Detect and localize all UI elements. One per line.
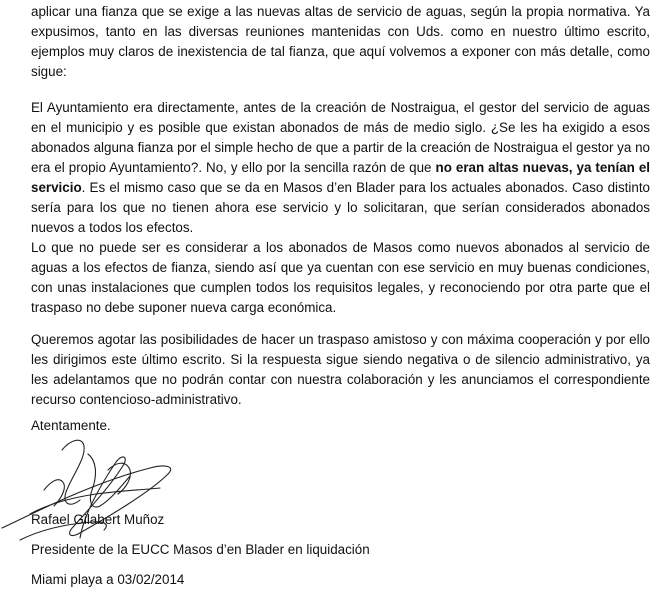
signer-name: Rafael Gilabert Muñoz bbox=[31, 512, 165, 527]
place-and-date: Miami playa a 03/02/2014 bbox=[31, 572, 185, 587]
paragraph-ayuntamiento-text-after: . Es el mismo caso que se da en Masos d’en Blader para los actuales abonados. Caso distinto sería para los que no tienen ahora ese servicio y lo solicitaran, que serían considerados abonados nuevos a todos los efectos. bbox=[31, 180, 650, 235]
paragraph-ayuntamiento-emphasis: no eran altas nuevas, ya tenían el servicio bbox=[31, 160, 650, 195]
paragraph-fianza-intro: aplicar una fianza que se exige a las nuevas altas de servicio de aguas, según la propia normativa. Ya expusimos, tanto en las diversas reuniones mantenidas con Uds. como en nuestro último escrito, ejemplos muy claros de inexistencia de tal fianza, que aquí volvemos a exponer con más detalle, como sigue: bbox=[31, 4, 650, 79]
paragraph-ayuntamiento-text-before: El Ayuntamiento era directamente, antes de la creación de Nostraigua, el gestor del servicio de aguas en el municipio y es posible que existan abonados de más de medio siglo. ¿Se les ha exigido a esos abonados alguna fianza por el simple hecho de que a partir de la creación de Nostraigua el gestor ya no era el propio Ayuntamiento?. No, y ello por la sencilla razón de que bbox=[31, 100, 650, 175]
paragraph-masos-abonados: Lo que no puede ser es considerar a los abonados de Masos como nuevos abonados al servicio de aguas a los efectos de fianza, siendo así que ya cuentan con ese servicio en muy buenas condiciones, con unas instalaciones que cumplen todos los requisitos legales, y reconociendo por otra parte que el traspaso no debe suponer nueva carga económica. bbox=[31, 240, 650, 315]
paragraph-ayuntamiento bbox=[31, 98, 650, 238]
closing-salutation: Atentamente. bbox=[31, 418, 111, 433]
signer-role: Presidente de la EUCC Masos d’en Blader en liquidación bbox=[31, 542, 370, 557]
handwritten-signature bbox=[0, 430, 190, 555]
paragraph-traspaso-amistoso: Queremos agotar las posibilidades de hacer un traspaso amistoso y con máxima cooperación y por ello les dirigimos este último escrito. Si la respuesta sigue siendo negativa o de silencio administrativo, ya les adelantamos que no podrán contar con nuestra colaboración y les anunciamos el correspondiente recurso contencioso-administrativo. bbox=[31, 332, 650, 407]
